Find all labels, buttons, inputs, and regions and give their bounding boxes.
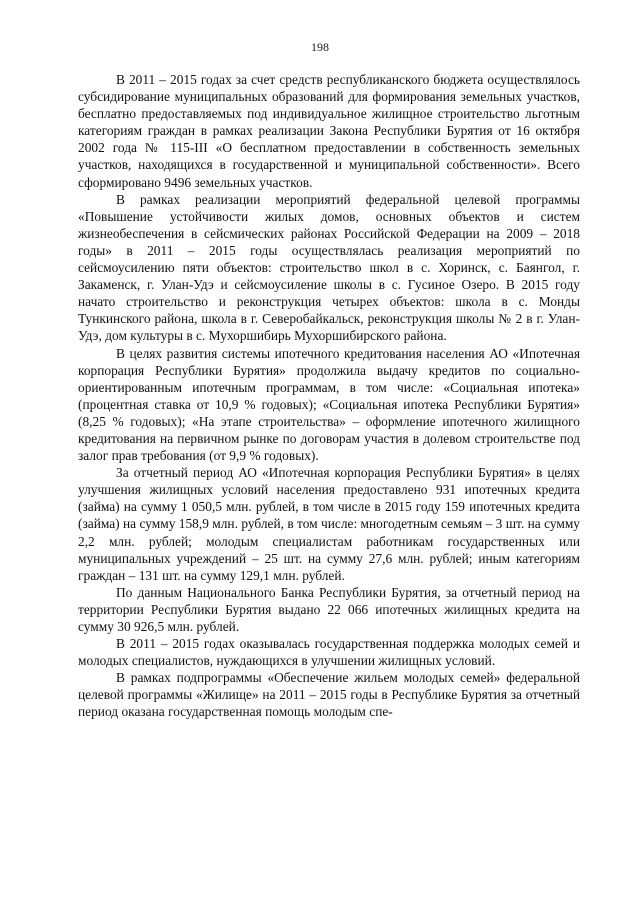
- paragraph-land-plots: В 2011 – 2015 годах за счет средств республиканского бюджета осуществлялось субсидирование муниципальных образований для формирования земельных участков, бесплатно предоставляемых под индивидуальное жилищное строительство льготным категориям граждан в рамках реализации Закона Республики Бурятия от 16 октября 2002 года № 115-III «О бесплатном предоставлении в собственность земельных участков, находящихся в государственной и муниципальной собственности». Всего сформировано 9496 земельных участков.: [78, 72, 580, 190]
- body-text: [78, 71, 580, 721]
- paragraph-young-families-support: В 2011 – 2015 годах оказывалась государственная поддержка молодых семей и молодых специалистов, нуждающихся в улучшении жилищных условий.: [78, 636, 580, 669]
- page-number: 198: [311, 40, 329, 54]
- paragraph-mortgage-programs: В целях развития системы ипотечного кредитования населения АО «Ипотечная корпорация Республики Бурятия» продолжила выдачу кредитов по социально-ориентированным ипотечным программам, в том числе: «Социальная ипотека» (процентная ставка от 10,9 % годовых); «Социальная ипотека Республики Бурятия» (8,25 % годовых); «На этапе строительства» – оформление ипотечного жилищного кредитования на первичном рынке по договорам участия в долевом строительстве под залог прав требования (от 9,9 % годовых).: [78, 345, 580, 464]
- paragraph-mortgage-results: За отчетный период АО «Ипотечная корпорация Республики Бурятия» в целях улучшения жилищных условий населения предоставлено 931 ипотечных кредита (займа) на сумму 1 050,5 млн. рублей, в том числе в 2015 году 159 ипотечных кредита (займа) на сумму 158,9 млн. рублей, в том числе: многодетным семьям – 3 шт. на сумму 2,2 млн. рублей; молодым специалистам работникам государственных или муниципальных учреждений – 25 шт. на сумму 27,6 млн. рублей; иным категориям граждан – 131 шт. на сумму 129,1 млн. рублей.: [78, 465, 580, 583]
- paragraph-national-bank: По данным Национального Банка Республики Бурятия, за отчетный период на территории Республики Бурятия выдано 22 066 ипотечных жилищных кредита на сумму 30 926,5 млн. рублей.: [78, 584, 580, 634]
- paragraph-housing-subprogram: В рамках подпрограммы «Обеспечение жильем молодых семей» федеральной целевой программы «Жилище» на 2011 – 2015 годы в Республике Бурятия за отчетный период оказана государственная помощь молодым спе-: [78, 670, 580, 720]
- paragraph-seismic-program: В рамках реализации мероприятий федеральной целевой программы «Повышение устойчивости жилых домов, основных объектов и систем жизнеобеспечения в сейсмических районах Российской Федерации на 2009 – 2018 годы» в 2011 – 2015 годы осуществлялась реализация мероприятий по сейсмоусилению пяти объектов: строительство школ в с. Хоринск, с. Баянгол, г. Закаменск, г. Улан-Удэ и сейсмоусиление школы в с. Гусиное Озеро. В 2015 году начато строительство и реконструкция четырех объектов: школа в с. Монды Тункинского района, школа в г. Северобайкальск, реконструкция школы № 2 в г. Улан-Удэ, дом культуры в с. Мухоршибирь Мухоршибирского района.: [78, 191, 580, 344]
